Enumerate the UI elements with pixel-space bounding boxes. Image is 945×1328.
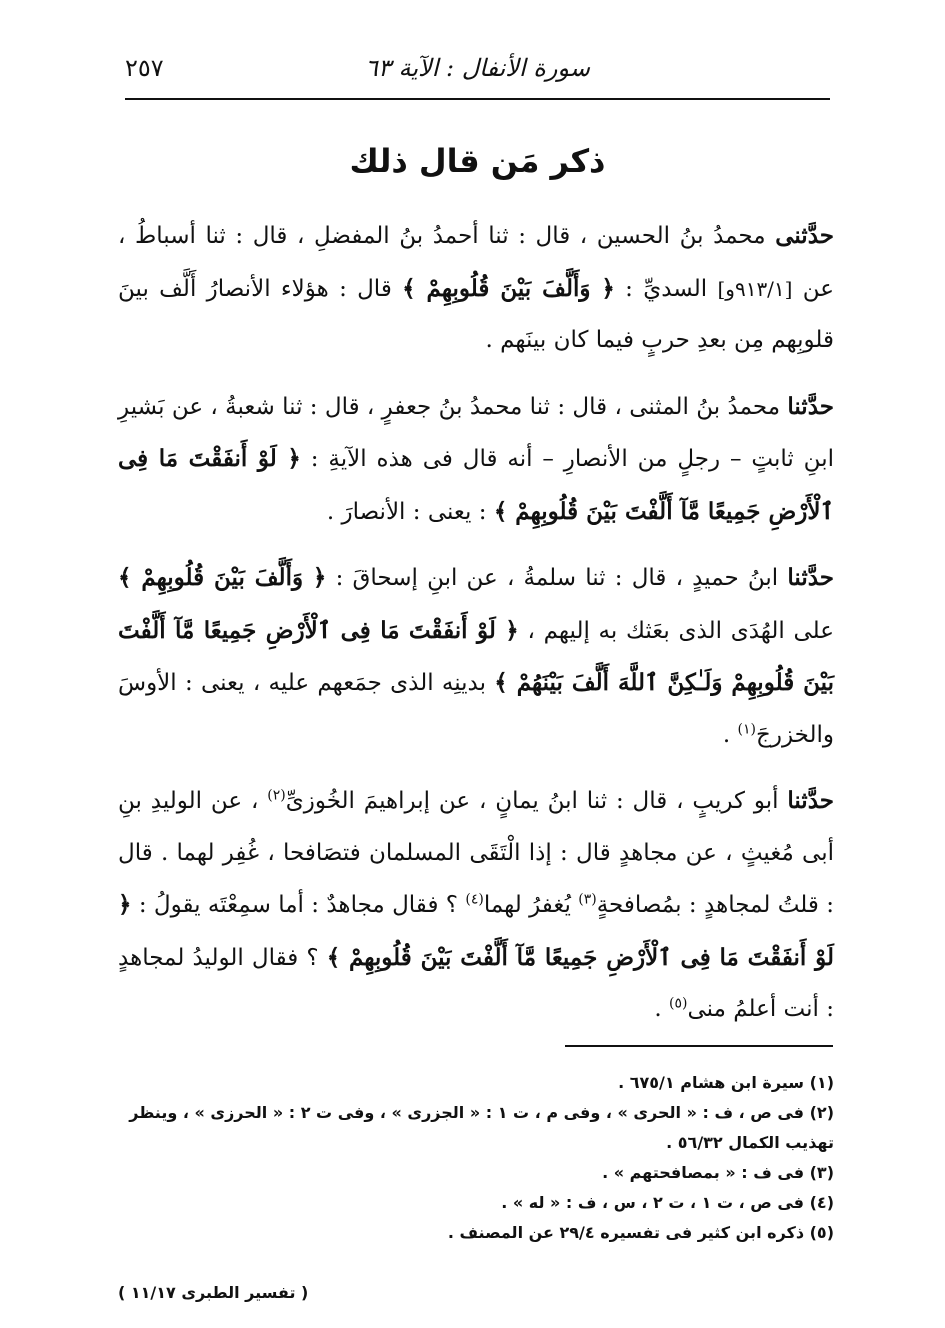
page-number: ٢٥٧ — [125, 54, 164, 82]
footnote-3: (٣) فى ف : « بمصافحتهم » . — [602, 1163, 834, 1182]
footnote-ref[interactable]: (٢) — [267, 787, 286, 804]
footnote-ref[interactable]: (١) — [737, 720, 756, 737]
paragraph-2 — [118, 381, 834, 539]
paragraph-text: يُغفرُ لهما — [483, 892, 579, 918]
paragraph-text: . — [722, 721, 738, 748]
quran-quote: ﴿ لَوْ أَنفَقْتَ مَا فِى ٱلْأَرْضِ جَمِيعًا مَّآ أَلَّفْتَ بَيْنَ قُلُوبِهِمْ ﴾ — [118, 445, 834, 525]
paragraph-text: ، عن الوليدِ بنِ أبى مُغيثٍ ، عن مجاهدٍ قال : إذا الْتَقَى المسلمان فتصَافحا ، غُفِر لهما . قال : قلتُ لمجاهدٍ : بمُصافحةٍ — [118, 788, 834, 918]
header-rule — [125, 98, 830, 100]
paragraph-3 — [118, 552, 834, 761]
footnote-5: (٥) ذكره ابن كثير فى تفسيره ٢٩/٤ عن المصنف . — [447, 1223, 834, 1242]
quran-quote: ﴿ لَوْ أَنفَقْتَ مَا فِى ٱلْأَرْضِ جَمِيعًا مَّآ أَلَّفْتَ بَيْنَ قُلُوبِهِمْ وَلَـٰكِنَّ ٱللَّهَ أَلَّفَ بَيْنَهُمْ ﴾ — [118, 616, 834, 696]
footnote-ref[interactable]: (٣) — [578, 891, 597, 908]
paragraph-4 — [118, 775, 834, 1036]
paragraph-text: ؟ فقال الوليدُ لمجاهدٍ : أنت أعلمُ منى — [118, 944, 834, 1022]
paragraph-lead: حدَّثنا — [787, 392, 834, 420]
quran-quote: ﴿ وَأَلَّفَ بَيْنَ قُلُوبِهِمْ ﴾ — [118, 564, 327, 591]
footnote-rule — [565, 1045, 833, 1047]
paragraph-text: بدينِه الذى جمَعهم عليه ، يعنى : الأوسَ والخزرجَ — [118, 670, 834, 748]
footnote-ref[interactable]: (٤) — [465, 891, 484, 908]
quran-quote: ﴿ وَأَلَّفَ بَيْنَ قُلُوبِهِمْ ﴾ — [402, 274, 615, 302]
paragraph-text: ؟ فقال مجاهدٌ : أما سمِعْتَه يقولُ : — [131, 892, 466, 918]
quran-quote: ﴿ لَوْ أَنفَقْتَ مَا فِى ٱلْأَرْضِ جَمِيعًا مَّآ أَلَّفْتَ بَيْنَ قُلُوبِهِمْ ﴾ — [118, 891, 834, 971]
paragraph-text: على الهُدَى الذى بعَثك به إليهم ، — [518, 617, 834, 644]
footnote-1: (١) سيرة ابن هشام ٦٧٥/١ . — [618, 1073, 834, 1092]
paragraph-text: : يعنى : الأنصارَ . — [326, 498, 494, 525]
footnote-2: (٢) فى ص ، ف : « الحرى » ، وفى م ، ت ١ : « الجزرى » ، وفى ت ٢ : « الحرزى » ، وينظر تهذيب الكمال ٥٦/٣٢ . — [129, 1103, 834, 1152]
paragraph-lead: حدَّثنا — [787, 564, 835, 591]
body-text — [118, 210, 834, 1050]
paragraph-text: السديِّ : — [614, 275, 718, 302]
paragraph-text: . — [654, 996, 669, 1022]
section-title: ذكر مَن قال ذلك — [349, 142, 606, 180]
footnotes — [118, 1068, 834, 1248]
paragraph-lead: حدَّثنى — [775, 222, 834, 249]
running-head: سورة الأنفال : الآية ٦٣ — [365, 54, 590, 82]
paragraph-1 — [118, 210, 834, 367]
paragraph-text: ابنُ حميدٍ ، قال : ثنا سلمةُ ، عن ابنِ إسحاقَ : — [326, 565, 788, 591]
page-header — [125, 46, 830, 96]
footnote-ref[interactable]: (٥) — [669, 995, 688, 1012]
page-marker: [٩١٣/١و] — [717, 276, 793, 301]
paragraph-text: قال : هؤلاء الأنصارُ أَلَّف بينَ قلوبِهم مِن بعدِ حربٍ فيما كان بينَهم . — [118, 275, 834, 353]
paragraph-text: محمدُ بنُ الحسين ، قال : ثنا أحمدُ بنُ المفضلِ ، قال : ثنا أسباطُ ، عن — [118, 223, 834, 302]
paragraph-text: أبو كريبٍ ، قال : ثنا ابنُ يمانٍ ، عن إبراهيمَ الخُوزىِّ — [285, 788, 788, 814]
paragraph-lead: حدَّثنا — [787, 787, 834, 814]
footnote-4: (٤) فى ص ، ت ١ ، ت ٢ ، س ، ف : « له » . — [501, 1193, 834, 1212]
volume-signature: ( تفسير الطبرى ١١/١٧ ) — [118, 1283, 309, 1302]
paragraph-text: محمدُ بنُ المثنى ، قال : ثنا محمدُ بنُ جعفرٍ ، قال : ثنا شعبةُ ، عن بَشيرِ ابنِ ثابتٍ – رجلٍ من الأنصارِ – أنه قال فى هذه الآيةِ : — [118, 393, 834, 472]
